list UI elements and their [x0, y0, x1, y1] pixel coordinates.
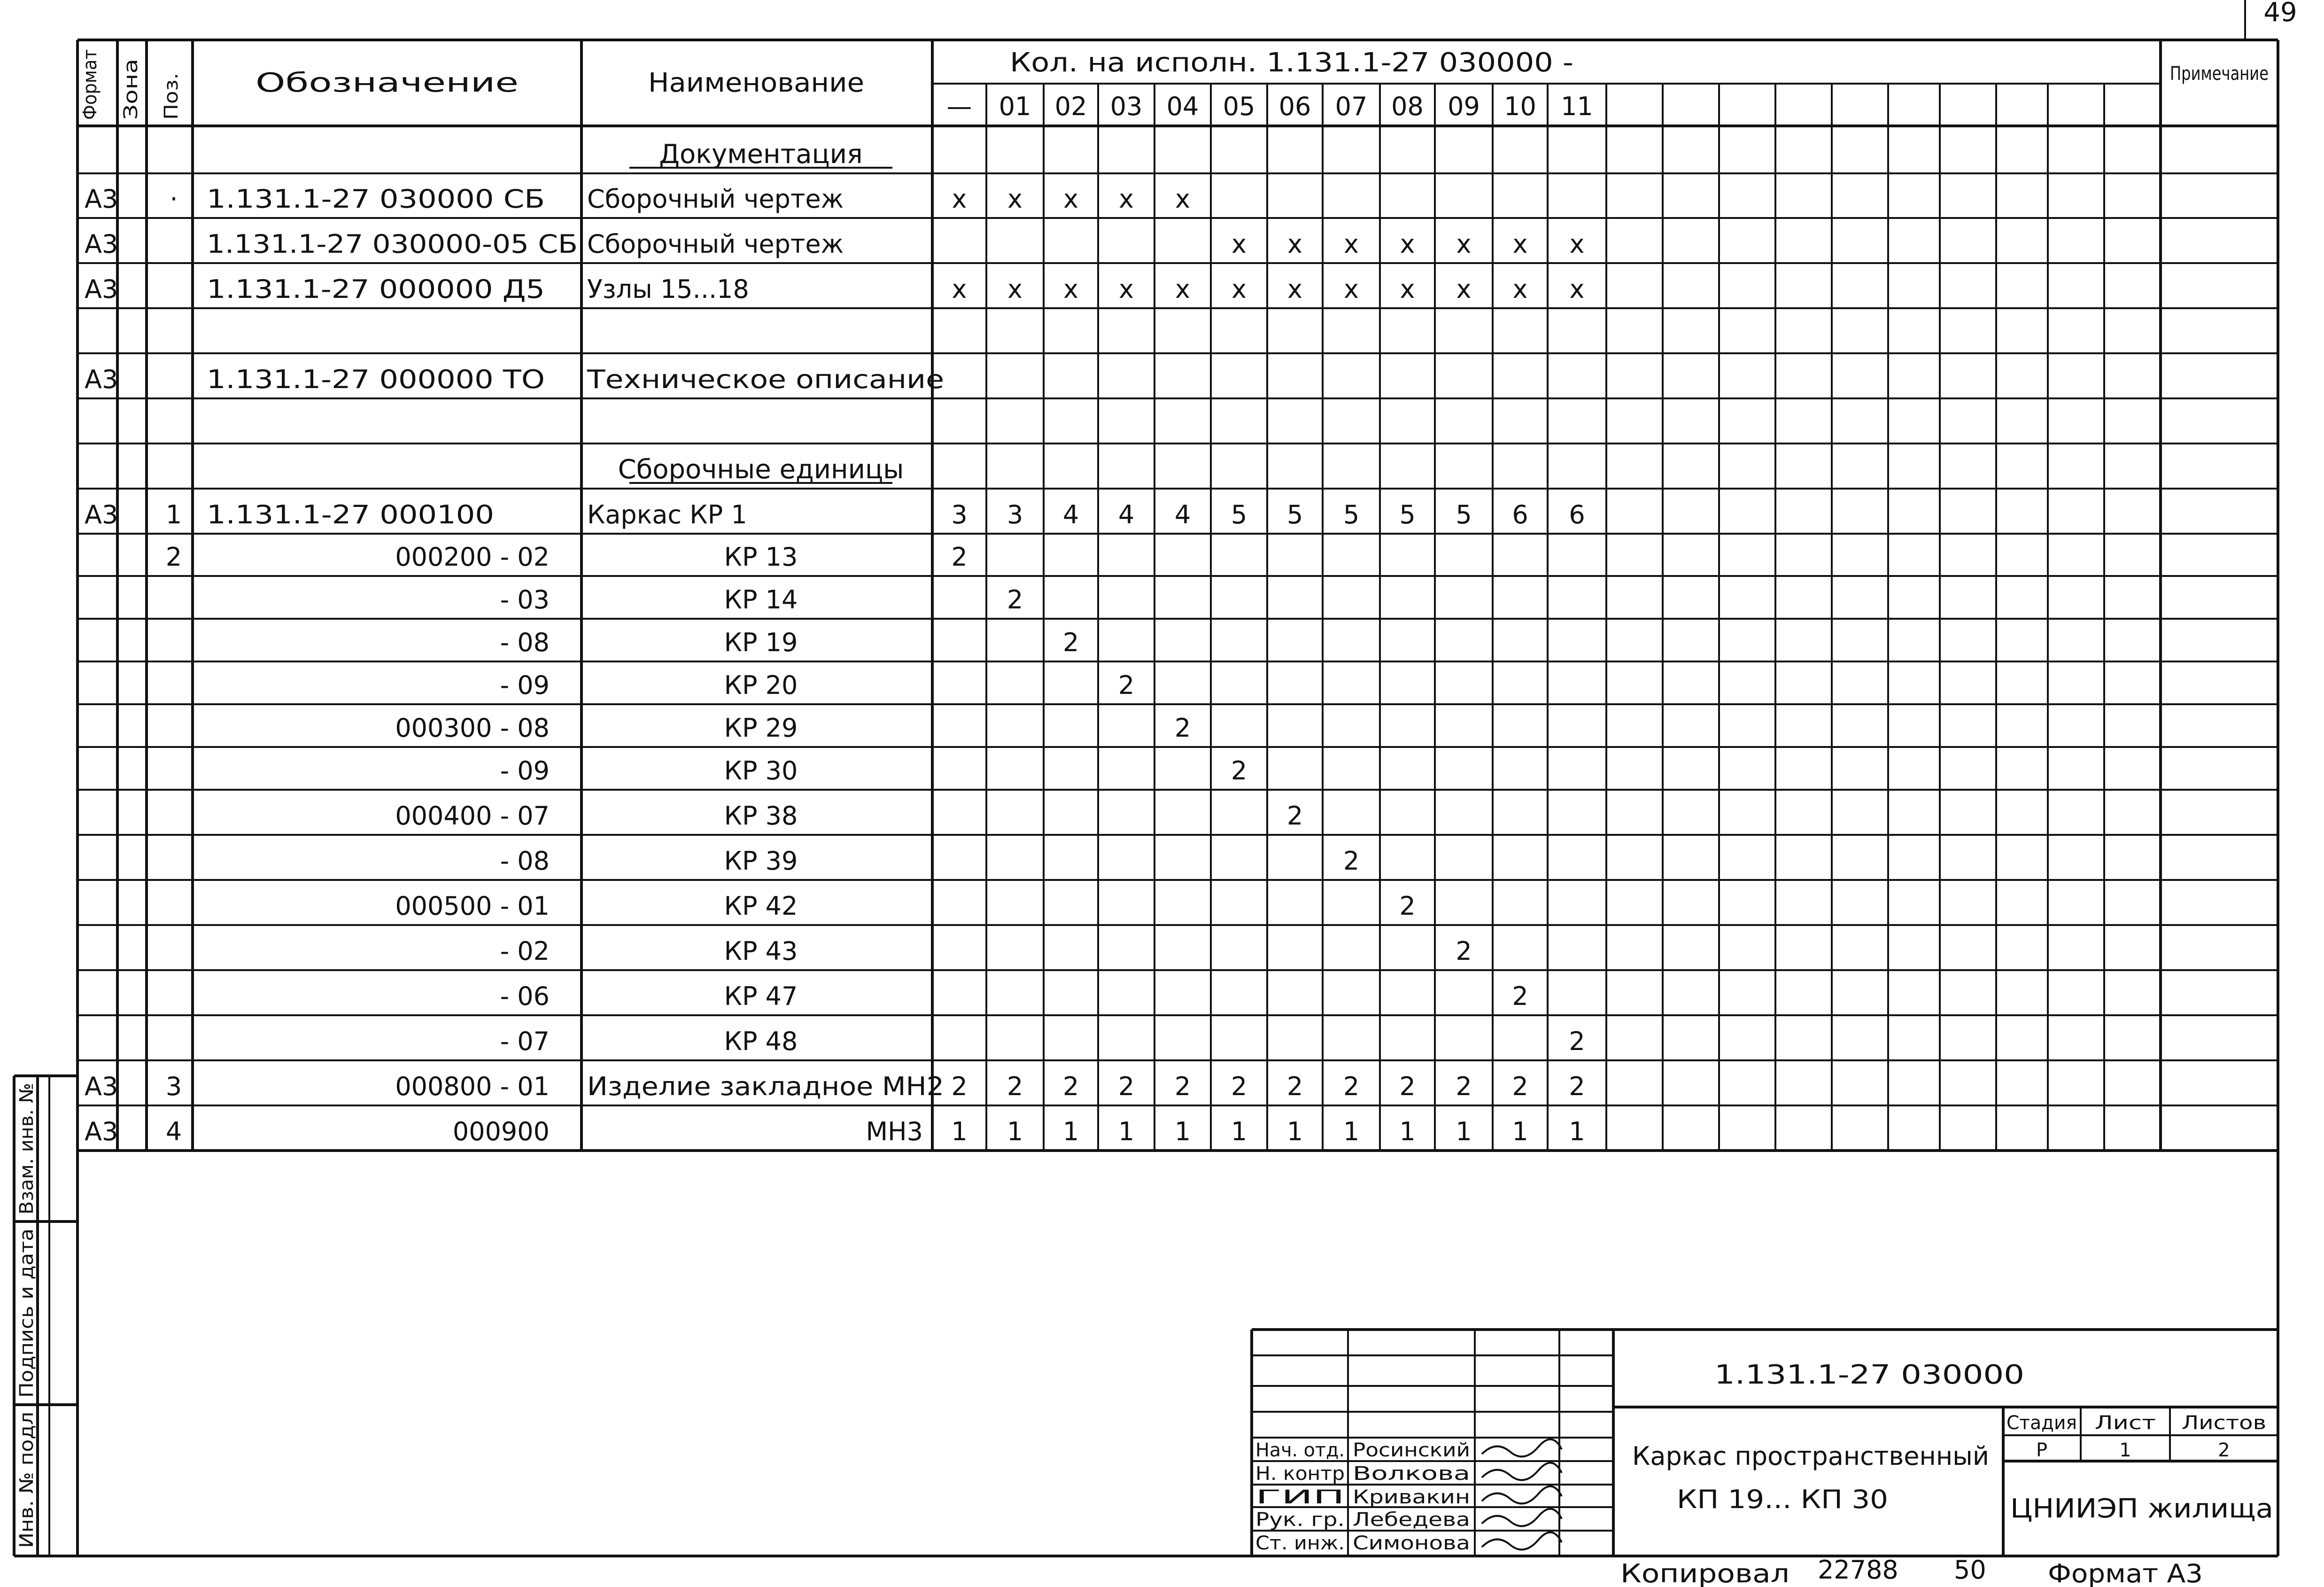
stamp-title-1: Каркас пространственный — [1632, 1441, 1989, 1471]
qty-value: x — [1569, 274, 1585, 304]
qty-value: 3 — [1007, 500, 1023, 529]
qty-value: 3 — [951, 500, 968, 529]
qty-value: 1 — [1118, 1117, 1135, 1146]
row-name: МН3 — [866, 1117, 923, 1146]
qty-value: x — [952, 184, 967, 214]
qty-value: x — [1007, 274, 1023, 304]
row-designation: 1.131.1-27 000000 ТО — [207, 365, 545, 394]
qty-value: 6 — [1512, 500, 1528, 529]
qty-value: x — [1344, 229, 1359, 259]
stamp-role: Ст. инж. — [1255, 1533, 1345, 1554]
header-designation: Обозначение — [256, 68, 519, 98]
row-designation: - 06 — [500, 981, 550, 1011]
variant-header: 04 — [1166, 92, 1199, 121]
variant-header: 03 — [1110, 92, 1143, 121]
row-designation: 000200 - 02 — [395, 542, 550, 572]
qty-value: 5 — [1231, 500, 1247, 529]
qty-value: 2 — [1118, 670, 1135, 700]
qty-value: 2 — [1231, 756, 1247, 786]
row-name: КР 29 — [724, 713, 798, 743]
qty-value: 2 — [1456, 936, 1472, 966]
qty-value: 2 — [951, 542, 968, 572]
qty-value: x — [1400, 229, 1415, 259]
qty-value: 5 — [1343, 500, 1360, 529]
row-designation: - 03 — [500, 585, 550, 615]
footer-copied: Копировал — [1620, 1559, 1789, 1587]
row-format: А3 — [85, 500, 118, 529]
header-note: Примечание — [2170, 63, 2269, 85]
margin-sign-date: Подпись и дата — [16, 1242, 38, 1398]
variant-header: 11 — [1561, 92, 1593, 121]
qty-value: 1 — [1286, 1117, 1303, 1146]
row-name: Изделие закладное МН2 — [587, 1072, 944, 1101]
qty-value: 2 — [1174, 1072, 1191, 1101]
variant-header: 10 — [1504, 92, 1536, 121]
row-name: КР 38 — [724, 801, 798, 831]
signature-icon — [1482, 1439, 1562, 1457]
row-name: КР 47 — [724, 981, 798, 1011]
stamp-sheet: 1 — [2119, 1439, 2131, 1461]
row-designation: 000800 - 01 — [395, 1072, 550, 1101]
qty-value: 6 — [1569, 500, 1585, 529]
qty-value: x — [1119, 274, 1134, 304]
stamp-role: ГИП — [1255, 1486, 1345, 1508]
qty-value: 4 — [1174, 500, 1191, 529]
page-number: 49 — [2263, 0, 2297, 28]
section-title: Документация — [659, 139, 863, 170]
qty-value: x — [1456, 229, 1472, 259]
qty-value: x — [1569, 229, 1585, 259]
variant-header: 05 — [1223, 92, 1255, 121]
qty-value: 1 — [951, 1117, 968, 1146]
stamp-name: Кривакин — [1353, 1486, 1470, 1508]
row-designation: 000500 - 01 — [395, 891, 550, 921]
qty-value: 1 — [1007, 1117, 1023, 1146]
qty-value: 5 — [1456, 500, 1472, 529]
row-designation: - 07 — [500, 1027, 550, 1056]
row-pos: 4 — [165, 1117, 182, 1146]
stamp-sheets-label: Листов — [2182, 1412, 2266, 1434]
stamp-title-2: КП 19... КП 30 — [1677, 1485, 1888, 1514]
qty-value: 2 — [1174, 713, 1191, 743]
qty-value: 1 — [1062, 1117, 1079, 1146]
grid-texts — [16, 0, 2297, 1587]
row-designation: 1.131.1-27 000000 Д5 — [207, 274, 545, 304]
qty-value: 2 — [1062, 1072, 1079, 1101]
row-designation: - 08 — [500, 628, 550, 657]
qty-value: x — [1232, 229, 1247, 259]
header-zone: Зона — [120, 72, 142, 120]
margin-vzam: Взам. инв. № — [16, 1087, 38, 1214]
footer-num2: 50 — [1954, 1555, 1986, 1585]
qty-value: x — [1232, 274, 1247, 304]
qty-value: 5 — [1286, 500, 1303, 529]
stamp-stage-label: Стадия — [2006, 1412, 2077, 1434]
row-pos: 3 — [165, 1072, 182, 1101]
qty-value: x — [1175, 184, 1190, 214]
row-format: А3 — [85, 184, 118, 214]
stamp-sheet-label: Лист — [2095, 1412, 2156, 1434]
row-pos: 2 — [165, 542, 182, 572]
footer-format: Формат А3 — [2048, 1559, 2203, 1587]
stamp-doc-code: 1.131.1-27 030000 — [1714, 1360, 2024, 1390]
row-name: КР 30 — [724, 756, 798, 786]
variant-header: 06 — [1278, 92, 1311, 121]
qty-value: 1 — [1174, 1117, 1191, 1146]
stamp-stage: Р — [2036, 1439, 2048, 1461]
row-name: КР 43 — [724, 936, 798, 966]
qty-value: x — [952, 274, 967, 304]
qty-value: 1 — [1343, 1117, 1360, 1146]
qty-value: x — [1456, 274, 1472, 304]
row-name: Каркас КР 1 — [587, 500, 747, 529]
stamp-name: Лебедева — [1353, 1509, 1470, 1531]
qty-value: 2 — [1343, 846, 1360, 876]
row-pos: 1 — [165, 500, 182, 529]
qty-value: 2 — [1062, 628, 1079, 657]
row-format: А3 — [85, 229, 118, 259]
footer-num1: 22788 — [1818, 1555, 1898, 1585]
row-name: Техническое описание — [586, 365, 944, 394]
row-designation: - 02 — [500, 936, 550, 966]
row-name: КР 39 — [724, 846, 798, 876]
qty-value: x — [1512, 274, 1528, 304]
qty-value: 2 — [1399, 891, 1416, 921]
row-name: КР 48 — [724, 1027, 798, 1056]
row-designation: - 08 — [500, 846, 550, 876]
qty-value: 4 — [1118, 500, 1135, 529]
qty-value: 2 — [1569, 1072, 1585, 1101]
variant-header: — — [946, 92, 972, 121]
qty-value: x — [1063, 274, 1078, 304]
variant-header: 01 — [999, 92, 1031, 121]
row-designation: - 09 — [500, 756, 550, 786]
variant-header: 08 — [1391, 92, 1424, 121]
stamp-name: Волкова — [1353, 1463, 1470, 1485]
qty-value: x — [1063, 184, 1078, 214]
qty-value: 2 — [1456, 1072, 1472, 1101]
qty-value: 1 — [1512, 1117, 1528, 1146]
qty-value: 2 — [1399, 1072, 1416, 1101]
row-name: Сборочный чертеж — [587, 184, 844, 214]
qty-value: 2 — [951, 1072, 968, 1101]
row-name: КР 19 — [724, 628, 798, 657]
variant-header: 09 — [1448, 92, 1480, 121]
qty-value: x — [1287, 229, 1302, 259]
row-format: А3 — [85, 365, 118, 394]
stamp-role: Н. контр — [1255, 1463, 1345, 1485]
stamp-sheets: 2 — [2218, 1439, 2230, 1461]
row-name: КР 13 — [724, 542, 798, 572]
row-designation: 1.131.1-27 000100 — [207, 500, 494, 529]
qty-value: 2 — [1512, 1072, 1528, 1101]
row-name: Сборочный чертеж — [587, 229, 844, 259]
stamp-name: Симонова — [1353, 1533, 1470, 1554]
qty-value: 1 — [1456, 1117, 1472, 1146]
qty-value: x — [1512, 229, 1528, 259]
variant-header: 02 — [1054, 92, 1087, 121]
row-designation: 000900 — [452, 1117, 550, 1146]
qty-value: 1 — [1399, 1117, 1416, 1146]
qty-value: x — [1400, 274, 1415, 304]
row-format: А3 — [85, 1117, 118, 1146]
qty-value: 2 — [1118, 1072, 1135, 1101]
qty-value: x — [1007, 184, 1023, 214]
qty-value: x — [1287, 274, 1302, 304]
qty-value: 2 — [1512, 981, 1528, 1011]
section-title: Сборочные единицы — [618, 454, 904, 485]
row-pos: · — [170, 184, 178, 214]
row-designation: 000300 - 08 — [395, 713, 550, 743]
signature-icon — [1482, 1463, 1562, 1480]
signature-icon — [1482, 1486, 1562, 1504]
header-pos: Поз. — [161, 78, 182, 120]
row-designation: 1.131.1-27 030000 СБ — [207, 184, 545, 214]
qty-value: 5 — [1399, 500, 1416, 529]
margin-inv-podl: Инв. № подл — [16, 1424, 38, 1548]
header-format: Формат — [79, 43, 101, 120]
qty-value: 2 — [1286, 1072, 1303, 1101]
header-name: Наименование — [648, 68, 864, 98]
qty-value: 2 — [1007, 585, 1023, 615]
row-format: А3 — [85, 274, 118, 304]
row-designation: 000400 - 07 — [395, 801, 550, 831]
qty-value: x — [1119, 184, 1134, 214]
signature-icon — [1482, 1509, 1562, 1526]
qty-value: 1 — [1231, 1117, 1247, 1146]
row-format: А3 — [85, 1072, 118, 1101]
qty-value: 2 — [1343, 1072, 1360, 1101]
qty-value: 2 — [1231, 1072, 1247, 1101]
stamp-role: Нач. отд. — [1255, 1439, 1345, 1461]
qty-value: 4 — [1062, 500, 1079, 529]
row-name: Узлы 15...18 — [587, 274, 749, 304]
signature-icon — [1482, 1533, 1562, 1550]
qty-value: 2 — [1569, 1027, 1585, 1056]
row-name: КР 20 — [724, 670, 798, 700]
qty-value: x — [1344, 274, 1359, 304]
qty-value: 2 — [1286, 801, 1303, 831]
qty-value: 2 — [1007, 1072, 1023, 1101]
row-designation: 1.131.1-27 030000-05 СБ — [207, 229, 578, 259]
row-name: КР 42 — [724, 891, 798, 921]
row-name: КР 14 — [724, 585, 798, 615]
stamp-name: Росинский — [1353, 1439, 1470, 1461]
stamp-role: Рук. гр. — [1255, 1509, 1345, 1531]
variant-header: 07 — [1335, 92, 1368, 121]
header-qty-title: Кол. на исполн. 1.131.1-27 030000 - — [1010, 47, 1573, 78]
stamp-org: ЦНИИЭП жилища — [2010, 1494, 2273, 1524]
qty-value: 1 — [1569, 1117, 1585, 1146]
row-designation: - 09 — [500, 670, 550, 700]
qty-value: x — [1175, 274, 1190, 304]
